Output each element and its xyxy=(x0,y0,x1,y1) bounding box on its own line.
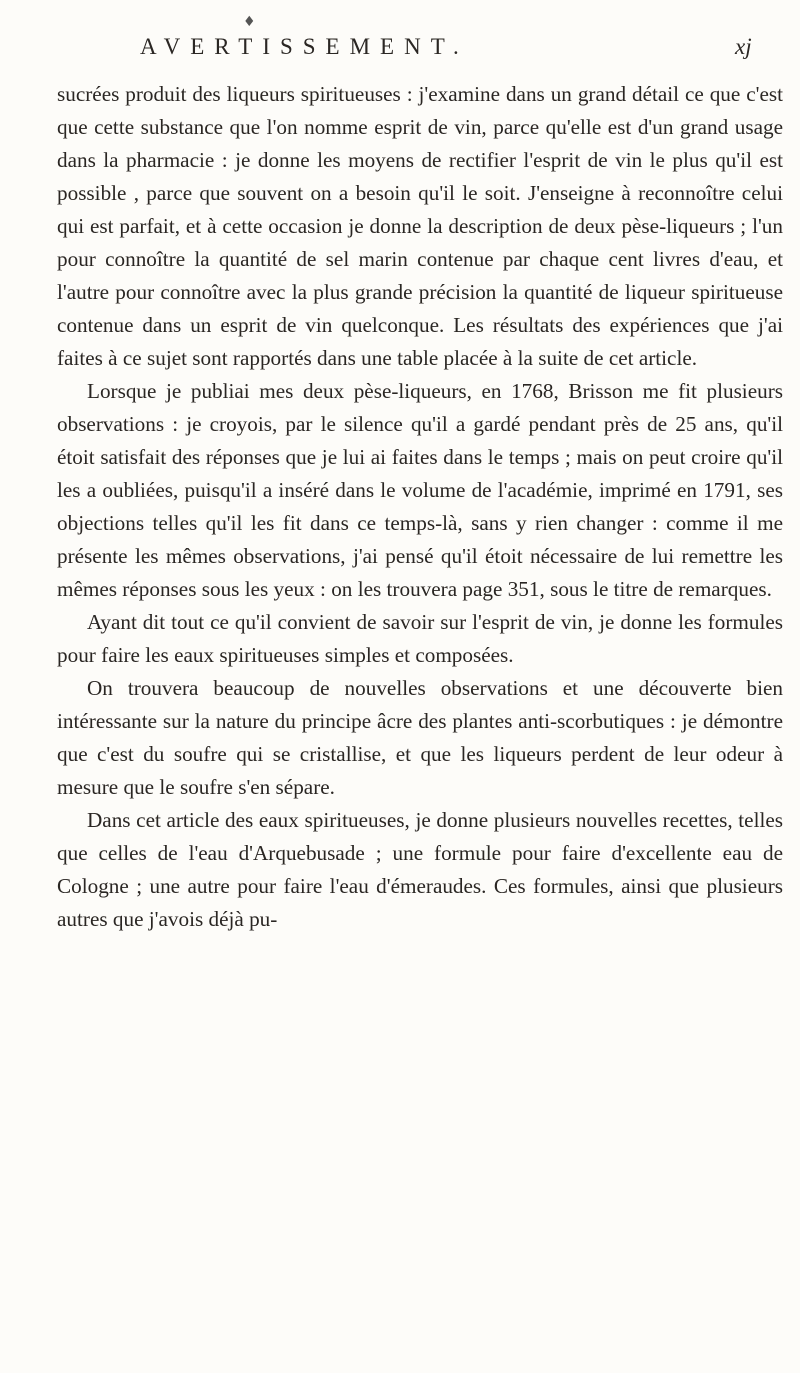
paragraph-2: Lorsque je publiai mes deux pèse-liqueurs, en 1768, Brisson me fit plusieurs observations : je croyois, par le silence qu'il a gardé pendant près de 25 ans, qu'il étoit satisfait des réponses que je lui ai faites dans le temps ; mais on peut croire qu'il les a oubliées, puisqu'il a inséré dans le volume de l'académie, imprimé en 1791, ses objections telles qu'il les fit dans ce temps-là, sans y rien changer : comme il me présente les mêmes observations, j'ai pensé qu'il étoit nécessaire de lui remettre les mêmes réponses sous les yeux : on les trouvera page 351, sous le titre de remarques. xyxy=(57,379,783,601)
running-title: AVERTISSEMENT. xyxy=(140,34,469,59)
fleuron-icon: ♦ xyxy=(243,14,256,30)
paragraph-5: Dans cet article des eaux spiritueuses, je donne plusieurs nouvelles recettes, telles que celles de l'eau d'Arquebusade ; une formule pour faire d'excellente eau de Cologne ; une autre pour faire l'eau d'émeraudes. Ces formules, ainsi que plusieurs autres que j'avois déjà pu- xyxy=(57,808,783,931)
body-text xyxy=(57,78,783,936)
paragraph-4: On trouvera beaucoup de nouvelles observations et une découverte bien intéressante sur la nature du principe âcre des plantes anti-scorbutiques : je démontre que c'est du soufre qui se cristallise, et que les liqueurs perdent de leur odeur à mesure que le soufre s'en sépare. xyxy=(57,676,783,799)
paragraph-3: Ayant dit tout ce qu'il convient de savoir sur l'esprit de vin, je donne les formules pour faire les eaux spiritueuses simples et composées. xyxy=(57,610,783,667)
paragraph-1: sucrées produit des liqueurs spiritueuses : j'examine dans un grand détail ce que c'est que cette substance que l'on nomme esprit de vin, parce qu'elle est d'un grand usage dans la pharmacie : je donne les moyens de rectifier l'esprit de vin le plus qu'il est possible , parce que souvent on a besoin qu'il le soit. J'enseigne à reconnoître celui qui est parfait, et à cette occasion je donne la description de deux pèse-liqueurs ; l'un pour connoître la quantité de sel marin contenue par chaque cent livres d'eau, et l'autre pour connoître avec la plus grande précision la quantité de liqueur spiritueuse contenue dans un esprit de vin quelconque. Les résultats des expériences que j'ai faites à ce sujet sont rapportés dans une table placée à la suite de cet article. xyxy=(57,82,783,370)
page-number: xj xyxy=(735,34,752,59)
